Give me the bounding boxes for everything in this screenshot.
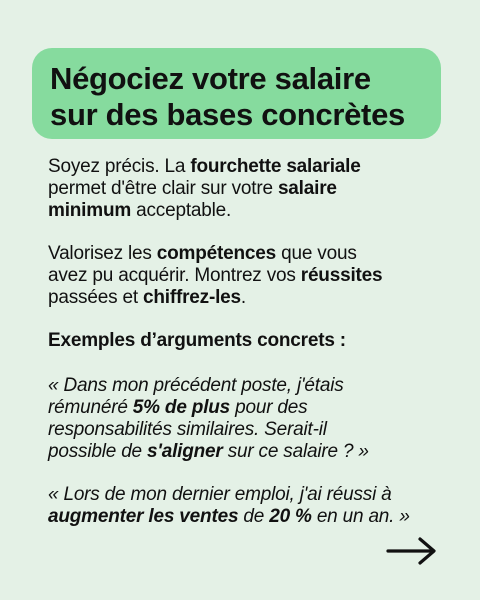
text: Soyez précis. La — [48, 156, 191, 177]
bold-text: réussites — [300, 265, 383, 286]
paragraph-precision — [48, 156, 448, 222]
heading-text: Exemples d’arguments concrets : — [48, 330, 346, 351]
text: pour des — [230, 397, 308, 418]
text: acceptable. — [131, 200, 232, 221]
body-text — [48, 156, 448, 549]
text: Valorisez les — [48, 243, 157, 264]
bold-text: compétences — [156, 243, 277, 264]
text: permet d'être clair sur votre — [48, 178, 278, 199]
title-line-2: sur des bases concrètes — [50, 97, 405, 132]
bold-text: chiffrez-les — [142, 287, 241, 308]
bold-text: 5% de plus — [132, 397, 231, 418]
bold-text: fourchette salariale — [190, 156, 361, 177]
title-line-1: Négociez votre salaire — [50, 61, 371, 96]
bold-text: 20 % — [269, 506, 312, 527]
quote-sales — [48, 484, 448, 528]
text: rémunéré — [48, 397, 133, 418]
examples-heading — [48, 330, 448, 352]
bold-text: salaire — [277, 178, 337, 199]
arrow-right-icon[interactable] — [386, 536, 438, 566]
text: en un an. » — [311, 506, 410, 527]
bold-text: s'aligner — [147, 441, 223, 462]
text: sur ce salaire ? » — [222, 441, 369, 462]
text: possible de — [48, 441, 148, 462]
bold-text: augmenter les ventes — [48, 506, 239, 527]
text: que vous — [276, 243, 357, 264]
bold-text: minimum — [48, 200, 132, 221]
text: de — [238, 506, 270, 527]
title-banner — [32, 48, 441, 139]
paragraph-skills — [48, 243, 448, 309]
text: « Dans mon précédent poste, j'étais — [48, 375, 344, 396]
text: « Lors de mon dernier emploi, j'ai réussi à — [48, 484, 392, 505]
text: . — [240, 287, 246, 308]
quote-salary — [48, 375, 448, 463]
text: passées et — [48, 287, 143, 308]
text: avez pu acquérir. Montrez vos — [48, 265, 301, 286]
text: responsabilités similaires. Serait-il — [48, 419, 327, 440]
